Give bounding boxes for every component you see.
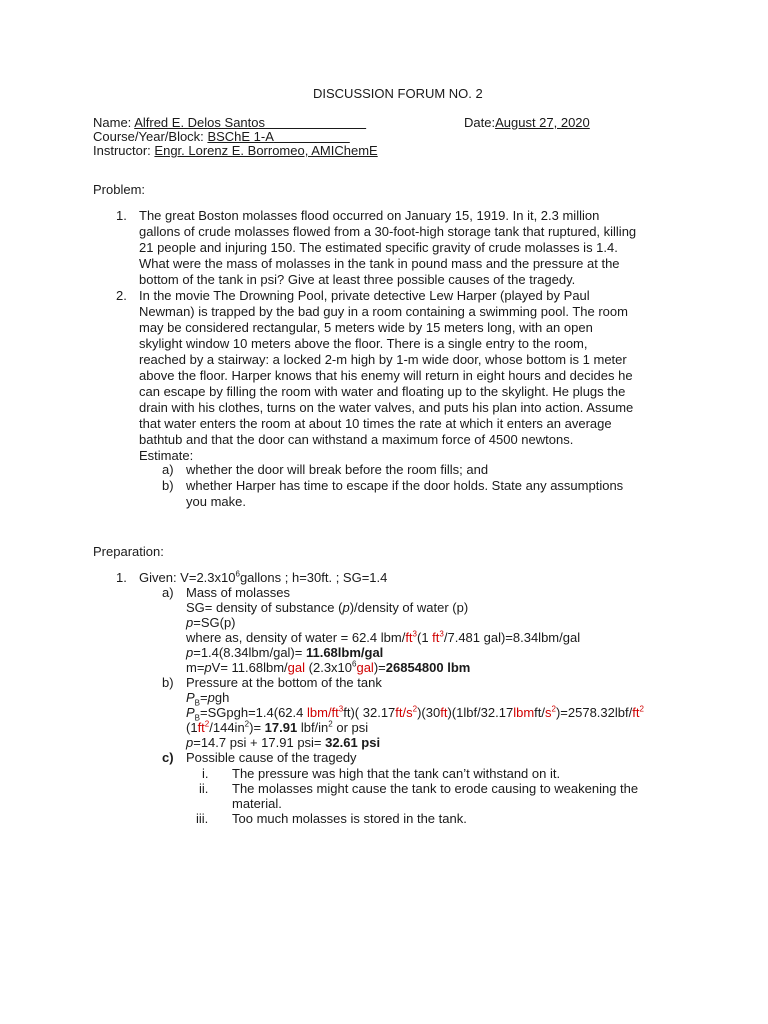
- problem-1-line: bottom of the tank in psi? Give at least three possible causes of the tragedy.: [139, 272, 576, 287]
- preparation-number: 1.: [116, 570, 127, 585]
- name-label: Name:: [93, 115, 132, 130]
- problem-2-line: can escape by filling the room with water and floating up to the skylight. He plugs the: [139, 384, 626, 399]
- problem-heading: Problem:: [93, 182, 146, 197]
- part-a-label: a): [162, 585, 174, 600]
- instructor-label: Instructor:: [93, 143, 151, 158]
- part-a-title: Mass of molasses: [186, 585, 291, 600]
- absolute-pressure: p=14.7 psi + 17.91 psi= 32.61 psi: [186, 735, 381, 750]
- problem-2-number: 2.: [116, 288, 127, 303]
- date-row: [464, 115, 590, 131]
- part-c-title: Possible cause of the tragedy: [186, 750, 357, 765]
- problem-2b-text: whether Harper has time to escape if the door holds. State any assumptions: [186, 478, 624, 493]
- problem-1-line: gallons of crude molasses flowed from a 30-foot-high storage tank that ruptured, killing: [139, 224, 637, 239]
- problem-1-number: 1.: [116, 208, 127, 223]
- cause-number: i.: [202, 766, 209, 781]
- problem-1-line: 21 people and injuring 150. The estimated specific gravity of crude molasses is 1.4.: [139, 240, 618, 255]
- instructor-row: [93, 143, 378, 159]
- given-line: Given: $V=2.3x10^6gallons$ ; h=30ft. ; SG=1.4: [139, 569, 388, 585]
- problem-2b-label: b): [162, 478, 174, 493]
- part-b-label: b): [162, 675, 174, 690]
- problem-2-line: bathtub and that the door can withstand a maximum force of 4500 newtons.: [139, 432, 574, 447]
- density-formula: p=SG(p): [186, 615, 236, 630]
- problem-2a-label: a): [162, 462, 174, 477]
- problem-1-line: The great Boston molasses flood occurred on January 15, 1919. In it, 2.3 million: [139, 208, 600, 223]
- page-title: DISCUSSION FORUM NO. 2: [313, 86, 483, 101]
- problem-2-line: skylight window 10 meters above the floor. There is a single entry to the room,: [139, 336, 588, 351]
- problem-2b-text: you make.: [186, 494, 246, 509]
- pressure-conversion: $(1ft^2/144in^2)= 17.91$ lbf/$in^2$ or psi: [186, 719, 369, 735]
- cause-number: iii.: [196, 811, 209, 826]
- problem-2-line: above the floor. Harper knows that his enemy will return in eight hours and decides he: [139, 368, 633, 383]
- pressure-formula: $P_B=pgh$: [186, 690, 230, 708]
- cause-number: ii.: [199, 781, 209, 796]
- problem-2-line: In the movie The Drowning Pool, private detective Lew Harper (played by Paul: [139, 288, 590, 303]
- problem-2a-text: whether the door will break before the room fills; and: [186, 462, 489, 477]
- course-value: BSChE 1-A: [207, 129, 274, 144]
- date-label: Date:: [464, 115, 496, 130]
- problem-2-line: that water enters the room at about 10 times the rate at which it enters an average: [139, 416, 612, 431]
- name-value: Alfred E. Delos Santos: [134, 115, 265, 130]
- pressure-calculation: $P_B=SGpgh=1.4(62.4$ lbm/$ft^3ft$)( $32.17ft/s^2)(30ft)(1lbf/32.17lbmft/s^2)=2578.32lbf/ft^2$: [186, 704, 644, 723]
- instructor-value: Engr. Lorenz E. Borromeo, AMIChemE: [154, 143, 378, 158]
- date-value: August 27, 2020: [495, 115, 590, 130]
- part-c-label: c): [162, 750, 174, 765]
- problem-2-line: drain with his clothes, turns on the water valves, and puts his plan into action. Assume: [139, 400, 634, 415]
- problem-2-line: reached by a stairway: a locked 2-m high by 1-m wide door, whose bottom is 1 meter: [139, 352, 627, 367]
- cause-text: Too much molasses is stored in the tank.: [232, 811, 467, 826]
- problem-2-line: may be considered rectangular, 5 meters wide by 15 meters long, with an open: [139, 320, 593, 335]
- problem-1-line: What were the mass of molasses in the tank in pound mass and the pressure at the: [139, 256, 620, 271]
- course-label: Course/Year/Block:: [93, 129, 204, 144]
- cause-text: The molasses might cause the tank to erode causing to weakening the: [232, 781, 639, 796]
- sg-definition: SG= density of substance (p)/density of water (p): [186, 600, 469, 615]
- cause-text: material.: [232, 796, 282, 811]
- molasses-density: p=1.4(8.34lbm/gal)= 11.68lbm/gal: [186, 645, 384, 660]
- preparation-heading: Preparation:: [93, 544, 164, 559]
- mass-result: m=pV= 11.68lbm/gal $(2.3x10^6gal)=26854800$ lbm: [186, 659, 471, 675]
- problem-2-line: Newman) is trapped by the bad guy in a room containing a swimming pool. The room: [139, 304, 628, 319]
- problem-2-line: Estimate:: [139, 448, 194, 463]
- cause-text: The pressure was high that the tank can’t withstand on it.: [232, 766, 561, 781]
- part-b-title: Pressure at the bottom of the tank: [186, 675, 382, 690]
- water-density: where as, density of water = 62.4 lbm/$ft^3(1$ $ft^3/7.481$ gal)=8.34lbm/gal: [186, 629, 581, 645]
